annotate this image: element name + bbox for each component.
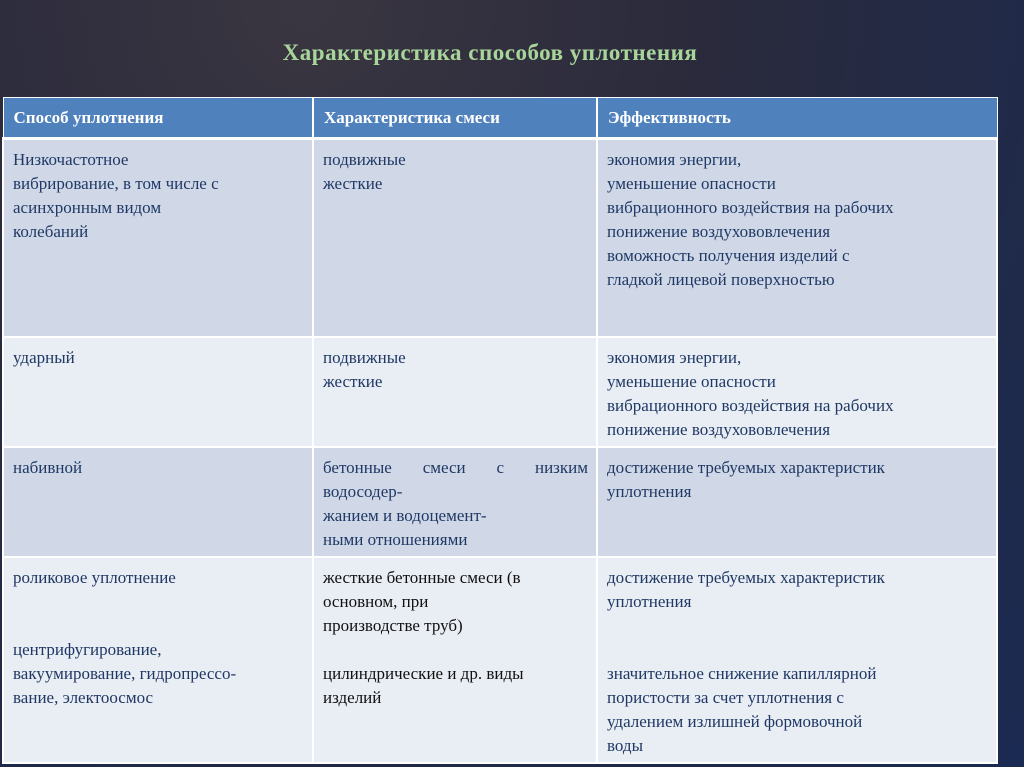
table-row bbox=[3, 139, 997, 337]
effect-rolling: достижение требуемых характеристик уплотнения bbox=[607, 567, 885, 611]
table-row bbox=[3, 557, 997, 763]
cell-effect bbox=[597, 557, 997, 763]
table-header-row bbox=[3, 98, 997, 139]
cell-method: набивной bbox=[3, 447, 313, 557]
cell-effect: достижение требуемых характеристик уплотнения bbox=[597, 447, 997, 557]
effect-centrifuge: значительное снижение капиллярной пористости за счет уплотнения с удалением излишней формовочной воды bbox=[607, 663, 877, 755]
mix-centrifuge: цилиндрические и др. виды изделий bbox=[323, 663, 524, 707]
cell-mix: подвижные жесткие bbox=[313, 337, 597, 447]
method-centrifuge: центрифугирование, вакуумирование, гидропрессо- вание, электоосмос bbox=[13, 639, 237, 707]
compaction-methods-table bbox=[2, 97, 998, 764]
mix-rolling: жесткие бетонные смеси (в основном, при производстве труб) bbox=[323, 567, 521, 635]
cell-mix: бетонные смеси с низким водосодер- жанием и водоцемент- ными отношениями bbox=[313, 447, 597, 557]
header-effect: Эффективность bbox=[597, 98, 997, 139]
header-method: Способ уплотнения bbox=[3, 98, 313, 139]
cell-effect: экономия энергии, уменьшение опасности вибрационного воздействия на рабочих понижение воздухововлечения bbox=[597, 337, 997, 447]
method-rolling: роликовое уплотнение bbox=[13, 567, 176, 587]
table-row bbox=[3, 447, 997, 557]
cell-effect: экономия энергии, уменьшение опасности вибрационного воздействия на рабочих понижение воздухововлечения воможность получения изделий с гладкой лицевой поверхностью bbox=[597, 139, 997, 337]
header-mix: Характеристика смеси bbox=[313, 98, 597, 139]
table-row bbox=[3, 337, 997, 447]
cell-method: Низкочастотное вибрирование, в том числе с асинхронным видом колебаний bbox=[3, 139, 313, 337]
cell-method: ударный bbox=[3, 337, 313, 447]
cell-mix: подвижные жесткие bbox=[313, 139, 597, 337]
cell-method bbox=[3, 557, 313, 763]
slide-title: Характеристика способов уплотнения bbox=[282, 40, 698, 65]
cell-mix bbox=[313, 557, 597, 763]
